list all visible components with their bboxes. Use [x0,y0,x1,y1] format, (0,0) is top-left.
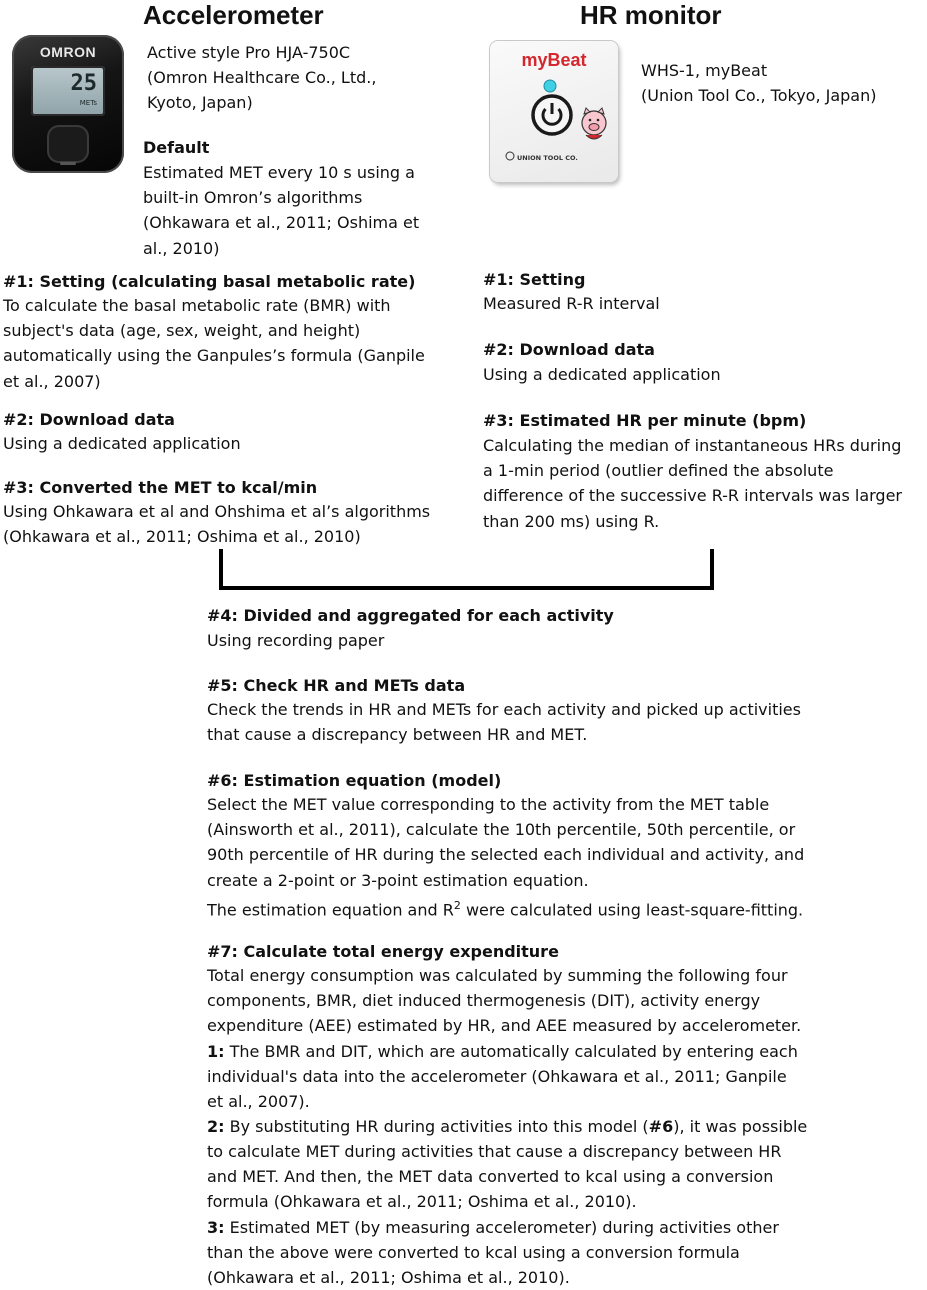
mybeat-logo: myBeat [521,50,587,70]
item1-label: 1: [207,1042,225,1061]
step7-item1-first-line: 1: The BMR and DIT, which are automatically calculated by entering each [207,1042,798,1061]
step4-heading: #4: Divided and aggregated for each activity [207,606,614,625]
hr-step2-text: Using a dedicated application [483,365,721,384]
merge-bracket-connector [219,549,714,591]
acc-step1-text: To calculate the basal metabolic rate (BMR) with subject's data (age, sex, weight, and height) automatically using the Ganpules’s formula (Ganpile et al., 2007) [3,296,425,391]
omron-display-value: 25 [70,71,97,96]
power-button-icon [533,96,571,134]
r-squared-superscript: 2 [453,899,461,912]
step7-item3-first-line: 3: Estimated MET (by measuring accelerometer) during activities other [207,1218,779,1237]
mybeat-maker-mark: UNION TOOL CO. [517,154,578,162]
mybeat-device-image [490,41,618,182]
power-light-icon [544,80,556,92]
acc-step2-heading: #2: Download data [3,410,175,429]
step7-heading: #7: Calculate total energy expenditure [207,942,559,961]
hr-step3-text: Calculating the median of instantaneous HRs during a 1-min period (outlier defined the absolute difference of the successive R-R intervals was larger than 200 ms) using R. [483,436,902,531]
omron-button [47,125,89,163]
accelerometer-device-description: Active style Pro HJA-750C (Omron Healthcare Co., Ltd., Kyoto, Japan) [147,43,377,113]
accelerometer-title: Accelerometer [143,0,324,30]
step7-item2-rest: to calculate MET during activities that cause a discrepancy between HR and MET. And then, the MET data converted to kcal using a conversion formula (Ohkawara et al., 2011; Oshima et al., 2010). [207,1142,782,1212]
acc-step3-heading: #3: Converted the MET to kcal/min [3,478,318,497]
item3-label: 3: [207,1218,225,1237]
step4-text: Using recording paper [207,631,385,650]
omron-device-image [12,35,124,173]
default-heading: Default [143,138,210,157]
acc-step2-text: Using a dedicated application [3,434,241,453]
step6-r-squared-line: The estimation equation and $R^2$ were calculated using least-square-fitting. [207,899,804,920]
omron-display-unit: METs [79,99,97,107]
step7-text: Total energy consumption was calculated by summing the following four components, BMR, diet induced thermogenesis (DIT), activity energy expenditure (AEE) estimated by HR, and AEE measured by accelerometer. [207,966,802,1036]
step7-item1-rest: individual's data into the accelerometer (Ohkawara et al., 2011; Ganpile et al., 2007). [207,1067,787,1112]
step6-text: Select the MET value corresponding to the activity from the MET table (Ainsworth et al., 2011), calculate the 10th percentile, 50th percentile, or 90th percentile of HR during the selected each individual and activity, and create a 2-point or 3-point estimation equation. [207,795,805,890]
default-text: Estimated MET every 10 s using a built-in Omron’s algorithms (Ohkawara et al., 2011; Oshima et al., 2010) [143,163,420,258]
hr-step2-heading: #2: Download data [483,340,655,359]
step7-item3-rest: than the above were converted to kcal using a conversion formula (Ohkawara et al., 2011; Oshima et al., 2010). [207,1243,740,1288]
hr-step1-text: Measured R-R interval [483,294,660,313]
step6-heading: #6: Estimation equation (model) [207,771,502,790]
step5-heading: #5: Check HR and METs data [207,676,466,695]
acc-step3-text: Using Ohkawara et al and Ohshima et al’s algorithms (Ohkawara et al., 2011; Oshima et al., 2010) [3,502,431,547]
acc-step1-heading: #1: Setting (calculating basal metabolic rate) [3,272,416,291]
pig-mascot-icon [582,108,606,139]
item2-model-ref: #6 [648,1117,674,1136]
step5-text: Check the trends in HR and METs for each activity and picked up activities that cause a discrepancy between HR and MET. [207,700,801,745]
step7-item2-first-line: 2: By substituting HR during activities into this model (#6), it was possible [207,1117,808,1136]
omron-slot [60,162,76,165]
hr-monitor-device-description: WHS-1, myBeat (Union Tool Co., Tokyo, Japan) [641,61,877,106]
hr-step1-heading: #1: Setting [483,270,586,289]
union-tool-mark-icon [506,152,514,160]
omron-logo: OMRON [39,44,97,60]
hr-step3-heading: #3: Estimated HR per minute (bpm) [483,411,807,430]
hr-monitor-title: HR monitor [580,0,722,30]
omron-display [31,66,105,116]
item2-label: 2: [207,1117,225,1136]
